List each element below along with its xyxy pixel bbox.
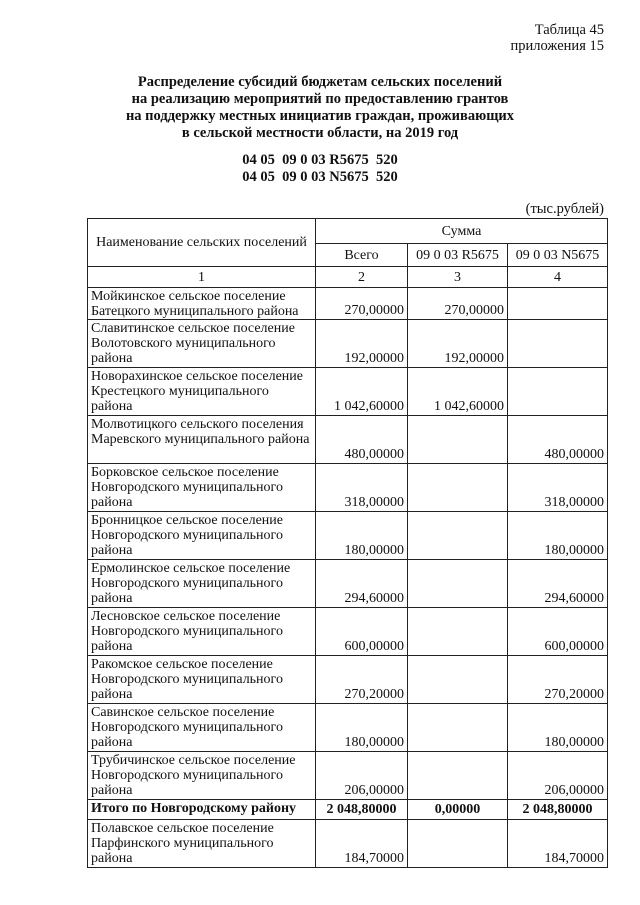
table-reference (511, 22, 604, 54)
total-amount: 2 048,80000 (316, 800, 408, 820)
amount-r5675 (408, 656, 508, 704)
amount-n5675: 480,00000 (508, 416, 608, 464)
settlement-name: Полавское сельское поселение Парфинского муниципального района (88, 820, 316, 868)
amount-r5675 (408, 704, 508, 752)
settlement-name: Трубичинское сельское поселение Новгородского муниципального района (88, 752, 316, 800)
title-line-3: на поддержку местных инициатив граждан, проживающих (125, 108, 515, 124)
header-settlement-name: Наименование сельских поселений (88, 219, 316, 267)
title-line-1: Распределение субсидий бюджетам сельских поселений (137, 74, 503, 90)
amount-r5675 (408, 820, 508, 868)
amount-n5675: 318,00000 (508, 464, 608, 512)
settlement-name: Молвотицкого сельского поселения Маревского муниципального района (88, 416, 316, 464)
amount-total: 270,00000 (316, 288, 408, 320)
column-number: 3 (408, 267, 508, 288)
total-n5675: 2 048,80000 (508, 800, 608, 820)
title-line-4: в сельской местности области, на 2019 год (181, 125, 459, 141)
table-row (88, 656, 608, 704)
column-number: 4 (508, 267, 608, 288)
subsidy-table (87, 218, 608, 868)
table-row (88, 416, 608, 464)
appendix-label: приложения 15 (510, 38, 604, 54)
table-row (88, 820, 608, 868)
amount-n5675: 600,00000 (508, 608, 608, 656)
settlement-name: Ермолинское сельское поселение Новгородского муниципального района (88, 560, 316, 608)
settlement-name: Славитинское сельское поселение Волотовского муниципального района (88, 320, 316, 368)
amount-r5675 (408, 416, 508, 464)
table-row (88, 608, 608, 656)
table-row (88, 288, 608, 320)
total-label: Итого по Новгородскому району (88, 800, 316, 820)
table-row (88, 752, 608, 800)
header-r5675: 09 0 03 R5675 (408, 244, 508, 267)
budget-code-2: 04 05 09 0 03 N5675 520 (242, 169, 398, 185)
amount-n5675 (508, 368, 608, 416)
amount-n5675 (508, 288, 608, 320)
header-sum: Сумма (316, 219, 608, 244)
amount-r5675 (408, 752, 508, 800)
amount-total: 180,00000 (316, 704, 408, 752)
amount-total: 294,60000 (316, 560, 408, 608)
settlement-name: Бронницкое сельское поселение Новгородского муниципального района (88, 512, 316, 560)
header-total: Всего (316, 244, 408, 267)
total-r5675: 0,00000 (408, 800, 508, 820)
settlement-name: Лесновское сельское поселение Новгородского муниципального района (88, 608, 316, 656)
header-n5675: 09 0 03 N5675 (508, 244, 608, 267)
settlement-name: Савинское сельское поселение Новгородского муниципального района (88, 704, 316, 752)
amount-total: 1 042,60000 (316, 368, 408, 416)
table-row (88, 704, 608, 752)
table-row (88, 560, 608, 608)
amount-r5675 (408, 608, 508, 656)
amount-total: 270,20000 (316, 656, 408, 704)
budget-code-1: 04 05 09 0 03 R5675 520 (242, 152, 398, 168)
budget-codes (0, 152, 640, 186)
column-number: 2 (316, 267, 408, 288)
amount-r5675 (408, 512, 508, 560)
amount-r5675 (408, 560, 508, 608)
column-number: 1 (88, 267, 316, 288)
total-row (88, 800, 608, 820)
amount-total: 192,00000 (316, 320, 408, 368)
amount-total: 600,00000 (316, 608, 408, 656)
table-label: Таблица 45 (534, 22, 604, 38)
amount-r5675: 1 042,60000 (408, 368, 508, 416)
amount-n5675: 180,00000 (508, 512, 608, 560)
table-row (88, 320, 608, 368)
amount-n5675: 294,60000 (508, 560, 608, 608)
amount-total: 180,00000 (316, 512, 408, 560)
document-title (0, 74, 640, 142)
amount-n5675: 184,70000 (508, 820, 608, 868)
amount-n5675 (508, 320, 608, 368)
table-row (88, 464, 608, 512)
amount-r5675 (408, 464, 508, 512)
amount-r5675: 270,00000 (408, 288, 508, 320)
settlement-name: Мойкинское сельское поселение Батецкого муниципального района (88, 288, 316, 320)
table-row (88, 512, 608, 560)
amount-n5675: 270,20000 (508, 656, 608, 704)
amount-r5675: 192,00000 (408, 320, 508, 368)
amount-n5675: 206,00000 (508, 752, 608, 800)
amount-total: 184,70000 (316, 820, 408, 868)
amount-total: 480,00000 (316, 416, 408, 464)
settlement-name: Борковское сельское поселение Новгородского муниципального района (88, 464, 316, 512)
units-label: (тыс.рублей) (525, 201, 604, 217)
amount-total: 318,00000 (316, 464, 408, 512)
settlement-name: Ракомское сельское поселение Новгородского муниципального района (88, 656, 316, 704)
settlement-name: Новорахинское сельское поселение Крестецкого муниципального района (88, 368, 316, 416)
title-line-2: на реализацию мероприятий по предоставлению грантов (131, 91, 509, 107)
table-row (88, 368, 608, 416)
amount-total: 206,00000 (316, 752, 408, 800)
amount-n5675: 180,00000 (508, 704, 608, 752)
